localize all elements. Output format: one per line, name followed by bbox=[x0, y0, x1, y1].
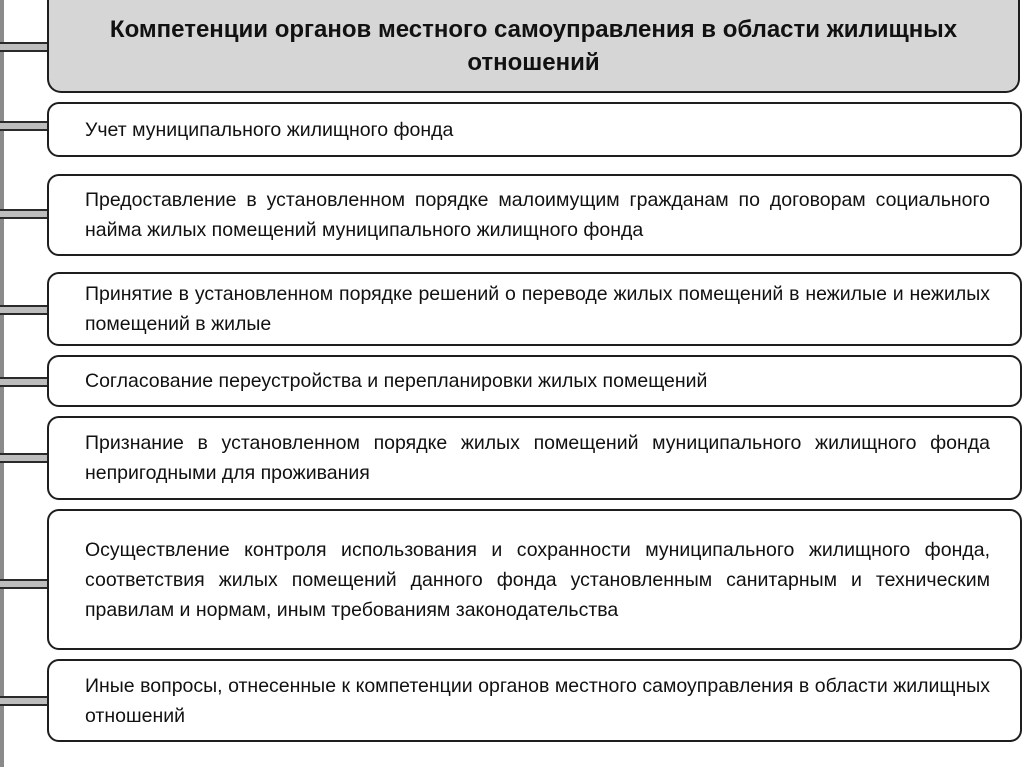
competence-item-text: Учет муниципального жилищного фонда bbox=[85, 118, 454, 141]
competence-item-text: Предоставление в установленном порядке малоимущим гражданам по договорам социального найма жилых помещений муниципального жилищного фонда bbox=[85, 189, 990, 241]
competence-item-6 bbox=[47, 509, 1022, 650]
item-connector-6 bbox=[0, 579, 52, 589]
competence-item-1 bbox=[47, 102, 1022, 157]
item-connector-4 bbox=[0, 377, 52, 387]
item-connector-5 bbox=[0, 453, 52, 463]
item-connector-1 bbox=[0, 121, 52, 131]
competence-item-text: Иные вопросы, отнесенные к компетенции органов местного самоуправления в области жилищных отношений bbox=[85, 674, 990, 727]
title-box bbox=[47, 0, 1020, 93]
item-connector-2 bbox=[0, 209, 52, 219]
item-connector-3 bbox=[0, 305, 52, 315]
competence-item-text: Согласование переустройства и перепланировки жилых помещений bbox=[85, 370, 708, 392]
competence-item-text: Признание в установленном порядке жилых помещений муниципального жилищного фонда непригодными для проживания bbox=[85, 432, 990, 484]
competence-item-2 bbox=[47, 174, 1022, 256]
competence-item-4 bbox=[47, 355, 1022, 407]
item-connector-7 bbox=[0, 696, 52, 706]
competence-item-7 bbox=[47, 659, 1022, 742]
page-title: Компетенции органов местного самоуправления в области жилищных отношений bbox=[109, 15, 958, 76]
competence-item-text: Осуществление контроля использования и сохранности муниципального жилищного фонда, соответствия жилых помещений данного фонда установленным санитарным и техническим правилам и нормам, иным требованиям законодательства bbox=[85, 538, 990, 621]
title-connector bbox=[0, 42, 52, 52]
competence-item-text: Принятие в установленном порядке решений о переводе жилых помещений в нежилые и нежилых помещений в жилые bbox=[85, 283, 990, 335]
competence-item-5 bbox=[47, 416, 1022, 500]
competence-item-3 bbox=[47, 272, 1022, 346]
